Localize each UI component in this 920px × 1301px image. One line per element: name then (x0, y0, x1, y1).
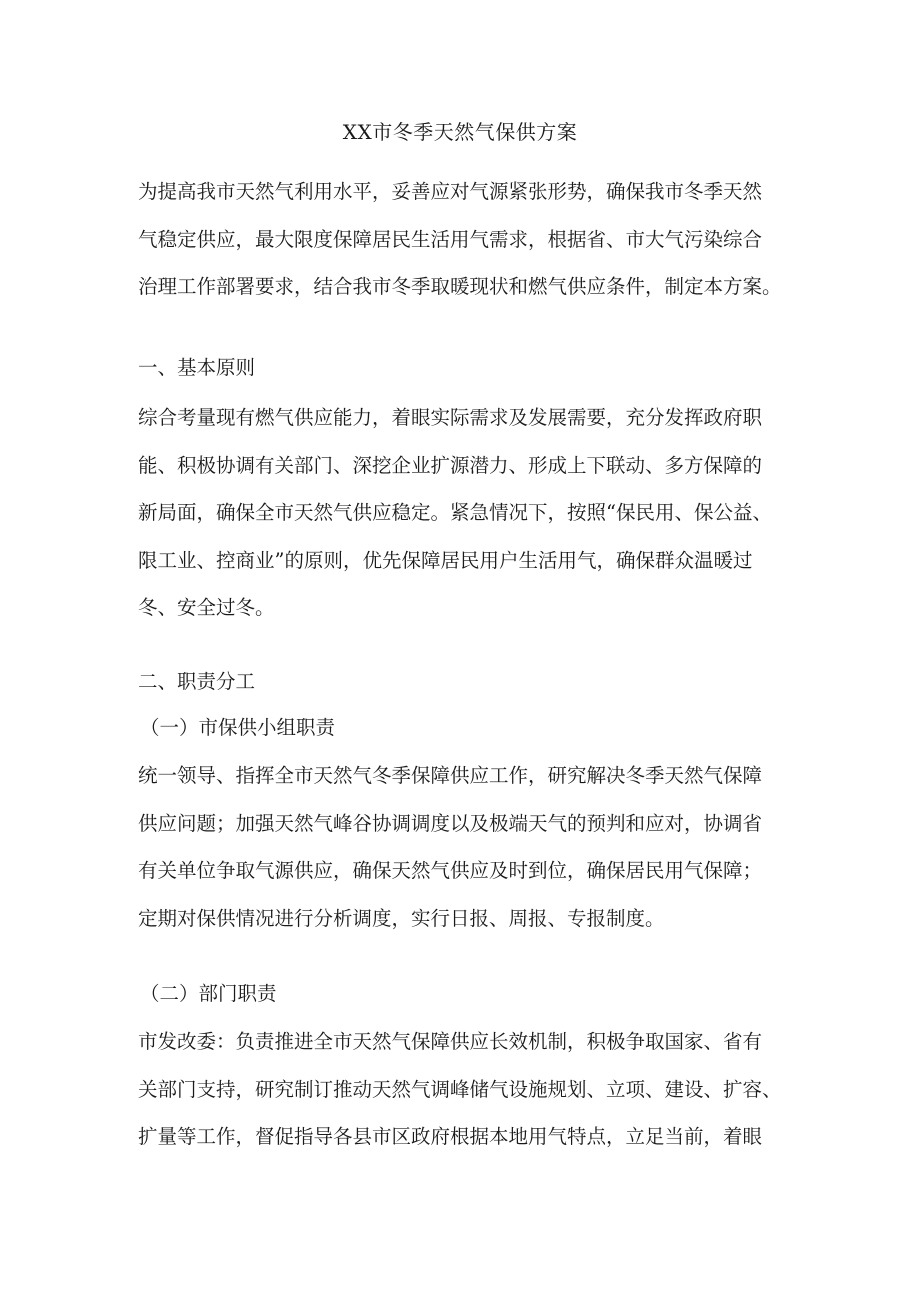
paragraph-line: 冬、安全过冬。 (138, 596, 275, 619)
subsection-heading-department-duties: （二）部门职责 (140, 982, 277, 1005)
section-heading-principles: 一、基本原则 (138, 356, 256, 379)
paragraph-line: 扩量等工作，督促指导各县市区政府根据本地用气特点，立足当前，着眼 (138, 1125, 763, 1148)
paragraph-line: 定期对保供情况进行分析调度，实行日报、周报、专报制度。 (138, 906, 665, 930)
paragraph-line: 关部门支持，研究制订推动天然气调峰储气设施规划、立项、建设、扩容、 (138, 1077, 782, 1101)
paragraph-line: 市发改委：负责推进全市天然气保障供应长效机制，积极争取国家、省有 (138, 1030, 763, 1053)
principles-paragraph (138, 394, 798, 632)
section-heading-duties: 二、职责分工 (138, 670, 256, 693)
subsection-heading-group-duties: （一）市保供小组职责 (140, 716, 336, 739)
paragraph-line: 为提高我市天然气利用水平，妥善应对气源紧张形势，确保我市冬季天然 (138, 180, 763, 203)
paragraph-line: 治理工作部署要求，结合我市冬季取暖现状和燃气供应条件，制定本方案。 (138, 275, 782, 298)
group-duties-paragraph (138, 752, 798, 942)
paragraph-line: 限工业、控商业”的原则，优先保障居民用户生活用气，确保群众温暖过 (138, 548, 753, 572)
paragraph-line: 统一领导、指挥全市天然气冬季保障供应工作，研究解决冬季天然气保障 (138, 764, 763, 787)
department-duties-paragraph (138, 1018, 798, 1161)
intro-paragraph (138, 168, 798, 311)
paragraph-line: 能、积极协调有关部门、深挖企业扩源潜力、形成上下联动、多方保障的 (138, 453, 763, 477)
paragraph-line: 有关单位争取气源供应，确保天然气供应及时到位，确保居民用气保障； (138, 859, 763, 882)
paragraph-line: 气稳定供应，最大限度保障居民生活用气需求，根据省、市大气污染综合 (138, 227, 763, 251)
paragraph-line: 综合考量现有燃气供应能力，着眼实际需求及发展需要，充分发挥政府职 (138, 406, 763, 429)
paragraph-line: 新局面，确保全市天然气供应稳定。紧急情况下，按照“保民用、保公益、 (138, 501, 772, 524)
paragraph-line: 供应问题；加强天然气峰谷协调调度以及极端天气的预判和应对，协调省 (138, 811, 763, 835)
document-title: XX市冬季天然气保供方案 (342, 120, 578, 144)
